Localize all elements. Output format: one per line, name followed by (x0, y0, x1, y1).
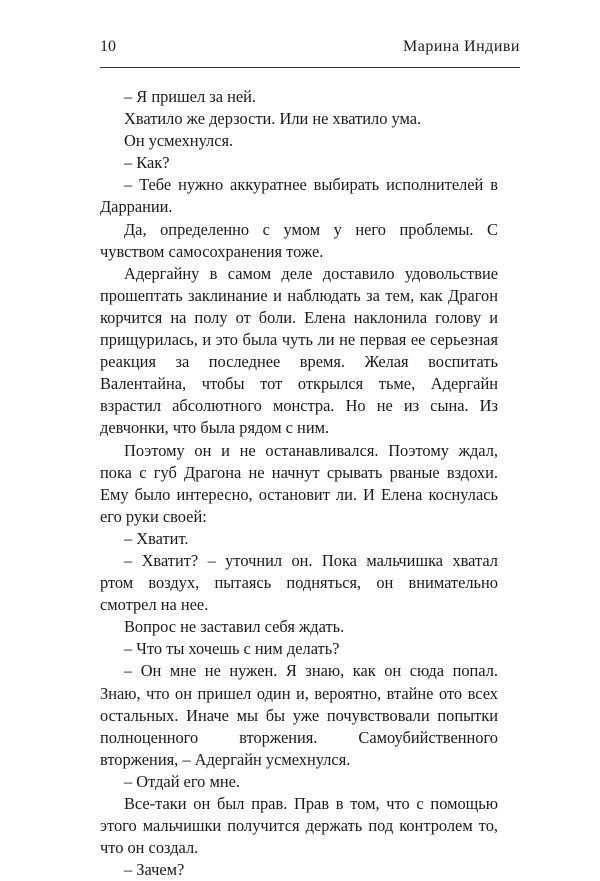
page-number: 10 (100, 38, 116, 55)
paragraph: Адергайну в самом деле доставило удовольствие прошептать заклинание и наблюдать за тем, как Драгон корчится на полу от боли. Елена наклонила голову и прищурилась, и это была чуть ли не первая ее серьезная реакция за последнее время. Желая воспитать Валентайна, чтобы тот открылся тьме, Адергайн взрастил абсолютного монстра. Но не из сына. Из девчонки, что была рядом с ним. (100, 263, 498, 438)
paragraph: Вопрос не заставил себя ждать. (124, 617, 345, 637)
header-divider (100, 67, 520, 68)
paragraph: Хватило же дерзости. Или не хватило ума. (124, 109, 422, 129)
running-head (100, 38, 520, 62)
paragraph: – Хватит. (124, 528, 189, 548)
paragraph: – Как? (124, 153, 170, 173)
paragraph: – Он мне не нужен. Я знаю, как он сюда попал. Знаю, что он пришел один и, вероятно, втайне ото всех остальных. Иначе мы бы уже почувствовали попытки полноценного вторжения. Самоубийственного вторжения, – Адергайн усмехнулся. (100, 661, 498, 769)
paragraph: – Хватит? – уточнил он. Пока мальчишка хватал ртом воздух, пытаясь подняться, он внимательно смотрел на нее. (100, 550, 498, 615)
paragraph: Он усмехнулся. (124, 131, 234, 151)
body-text (100, 86, 498, 881)
paragraph: – Отдай его мне. (124, 771, 240, 791)
paragraph: – Что ты хочешь с ним делать? (124, 639, 340, 659)
paragraph: – Я пришел за ней. (124, 87, 256, 106)
paragraph: Все-таки он был прав. Прав в том, что с помощью этого мальчишки получится держать под контролем то, что он создал. (100, 794, 498, 858)
paragraph: – Тебе нужно аккуратнее выбирать исполнителей в Даррании. (100, 175, 498, 217)
paragraph: – Зачем? (124, 860, 185, 880)
paragraph: Поэтому он и не останавливался. Поэтому ждал, пока с губ Драгона не начнут срывать рваные вздохи. Ему было интересно, остановит ли. И Елена коснулась его руки своей: (100, 440, 498, 526)
author-name: Марина Индиви (403, 38, 520, 55)
paragraph: Да, определенно с умом у него проблемы. С чувством самосохранения тоже. (100, 219, 498, 261)
